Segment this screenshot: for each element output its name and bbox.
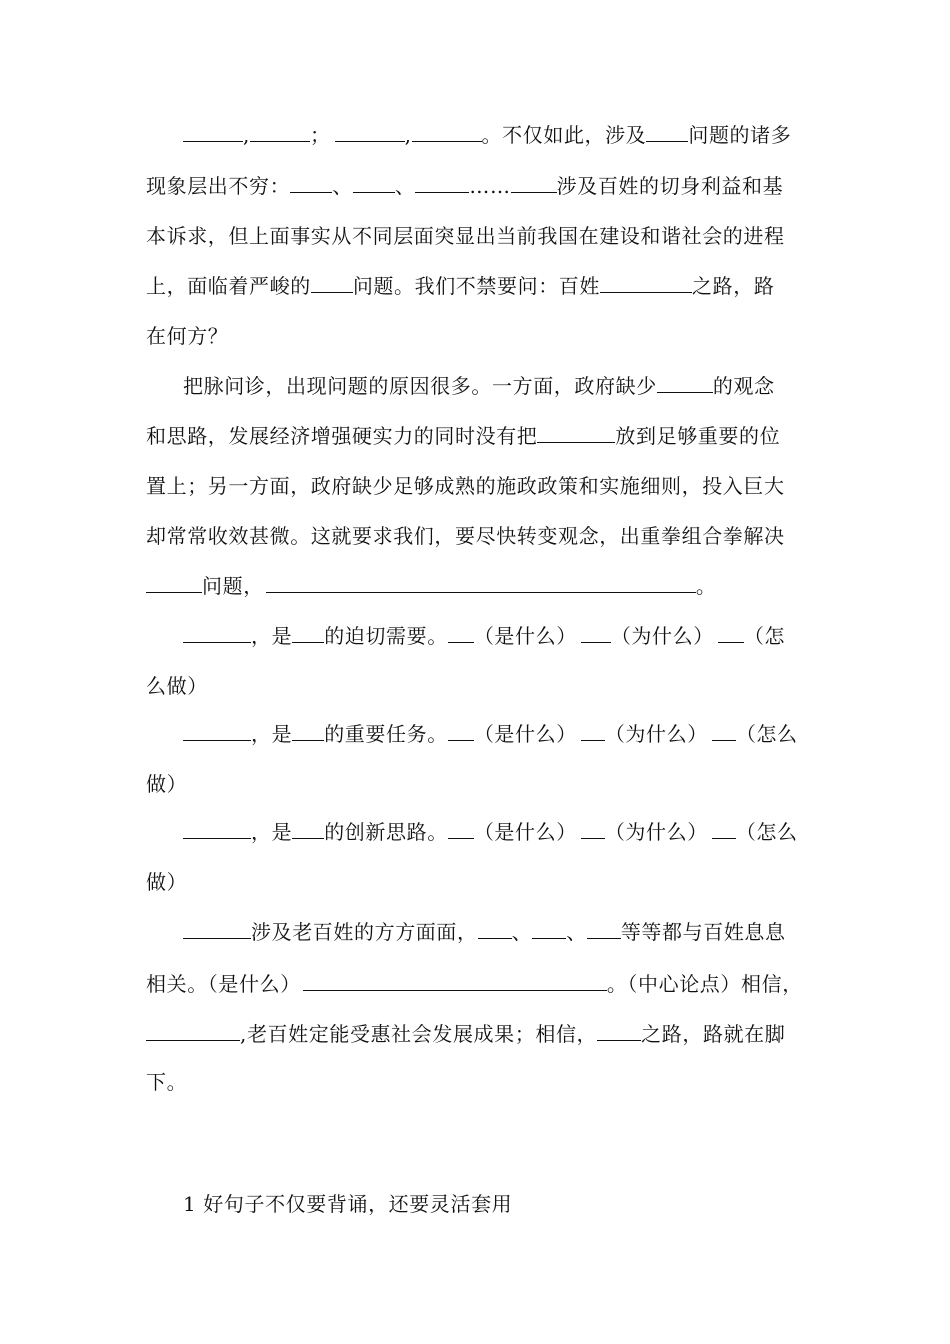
text: …… [469, 174, 511, 198]
p3-line-1 [183, 616, 785, 656]
blank [657, 366, 713, 393]
text: （怎么 [735, 820, 798, 844]
text: 在何方？ [146, 324, 229, 348]
text: 下。 [146, 1070, 188, 1094]
p6-line-4 [146, 1062, 187, 1102]
text: 本诉求，但上面事实从不同层面突显出当前我国在建设和谐社会的进程 [146, 224, 785, 248]
p5-line-1 [183, 812, 798, 852]
text: ，是 [251, 624, 293, 648]
text: （为什么） [610, 624, 714, 648]
blank [250, 115, 310, 142]
blank [183, 714, 251, 741]
text: , [404, 123, 412, 147]
blank [183, 912, 251, 939]
text: 等等都与百姓息息 [620, 920, 786, 944]
text: 、 [332, 174, 353, 198]
tip-text: 1 好句子不仅要背诵，还要灵活套用 [183, 1192, 513, 1216]
blank [646, 115, 688, 142]
p6-line-3 [146, 1014, 785, 1054]
blank [183, 616, 251, 643]
text: 相关。（是什么） [146, 972, 301, 996]
blank [183, 812, 251, 839]
blank [511, 166, 557, 193]
text: 么做） [146, 674, 208, 698]
blank [532, 912, 566, 939]
text: ，是 [251, 722, 293, 746]
text: 。不仅如此，涉及 [481, 123, 647, 147]
text: 问题， [202, 574, 264, 598]
blank [290, 166, 332, 193]
p4-line-2 [146, 764, 187, 804]
blank [448, 812, 474, 839]
blank [581, 714, 605, 741]
text: （是什么） [473, 820, 577, 844]
p1-line-3 [146, 216, 785, 256]
blank [448, 616, 474, 643]
p6-line-1 [183, 912, 786, 952]
text: （怎 [743, 624, 786, 648]
text: 问题。我们不禁要问：百姓 [352, 274, 601, 298]
blank [412, 115, 482, 142]
blank [581, 616, 611, 643]
text: （是什么） [473, 722, 577, 746]
blank [146, 566, 202, 593]
text: （怎么 [735, 722, 798, 746]
text: 、 [394, 174, 416, 198]
text: 放到足够重要的位 [615, 424, 781, 448]
p3-line-2 [146, 666, 208, 706]
tip-line [183, 1184, 512, 1224]
blank [712, 714, 736, 741]
blank [303, 964, 607, 991]
text: 、 [511, 920, 533, 944]
text: 的创新思路。 [324, 820, 448, 844]
blank [478, 912, 512, 939]
text: （为什么） [604, 820, 708, 844]
blank [448, 714, 474, 741]
text: 涉及百姓的切身利益和基 [556, 174, 784, 198]
blank [415, 166, 469, 193]
blank [537, 416, 615, 443]
text: 、 [566, 920, 587, 944]
text: （为什么） [604, 722, 708, 746]
blank [335, 115, 405, 142]
text: 问题的诸多 [688, 123, 792, 147]
blank [146, 1014, 240, 1041]
text: 。（中心论点）相信， [606, 972, 803, 996]
text: 上，面临着严峻的 [146, 274, 311, 298]
text: 和思路，发展经济增强硬实力的同时没有把 [146, 424, 538, 448]
text: 把脉问诊，出现问题的原因很多。一方面，政府缺少 [183, 374, 657, 398]
blank [266, 566, 696, 593]
text: 置上；另一方面，政府缺少足够成熟的施政政策和实施细则，投入巨大 [146, 474, 785, 498]
text: ； [309, 123, 331, 147]
p1-line-4 [146, 266, 774, 306]
blank [581, 812, 605, 839]
text: 的观念 [712, 374, 775, 398]
text: , [243, 123, 250, 147]
text: 的重要任务。 [324, 722, 448, 746]
text: 做） [146, 772, 188, 796]
p2-line-3 [146, 466, 785, 506]
blank [292, 714, 324, 741]
blank [712, 812, 736, 839]
p1-line-2 [146, 166, 783, 206]
p2-line-2 [146, 416, 780, 456]
p1-line-1 [183, 115, 791, 155]
p6-line-2 [146, 964, 803, 1004]
p4-line-1 [183, 714, 798, 754]
blank [311, 266, 353, 293]
text: 涉及老百姓的方方面面， [251, 920, 478, 944]
text: 之路，路就在脚 [641, 1022, 786, 1046]
text: 做） [146, 870, 188, 894]
p5-line-2 [146, 862, 187, 902]
text: 的迫切需要。 [324, 624, 448, 648]
text: 。 [695, 574, 717, 598]
blank [600, 266, 692, 293]
text: 却常常收效甚微。这就要求我们，要尽快转变观念，出重拳组合拳解决 [146, 524, 785, 548]
text: ,老百姓定能受惠社会发展成果；相信， [240, 1022, 598, 1046]
blank [718, 616, 744, 643]
text: 现象层出不穷： [146, 174, 291, 198]
blank [597, 1014, 641, 1041]
p1-line-5 [146, 316, 228, 356]
blank [587, 912, 621, 939]
text: 之路，路 [692, 274, 775, 298]
text: （是什么） [473, 624, 577, 648]
blank [292, 812, 324, 839]
blank [183, 115, 243, 142]
p2-line-5 [146, 566, 716, 606]
blank [353, 166, 395, 193]
p2-line-1 [183, 366, 775, 406]
text: ，是 [251, 820, 293, 844]
p2-line-4 [146, 516, 785, 556]
blank [292, 616, 324, 643]
